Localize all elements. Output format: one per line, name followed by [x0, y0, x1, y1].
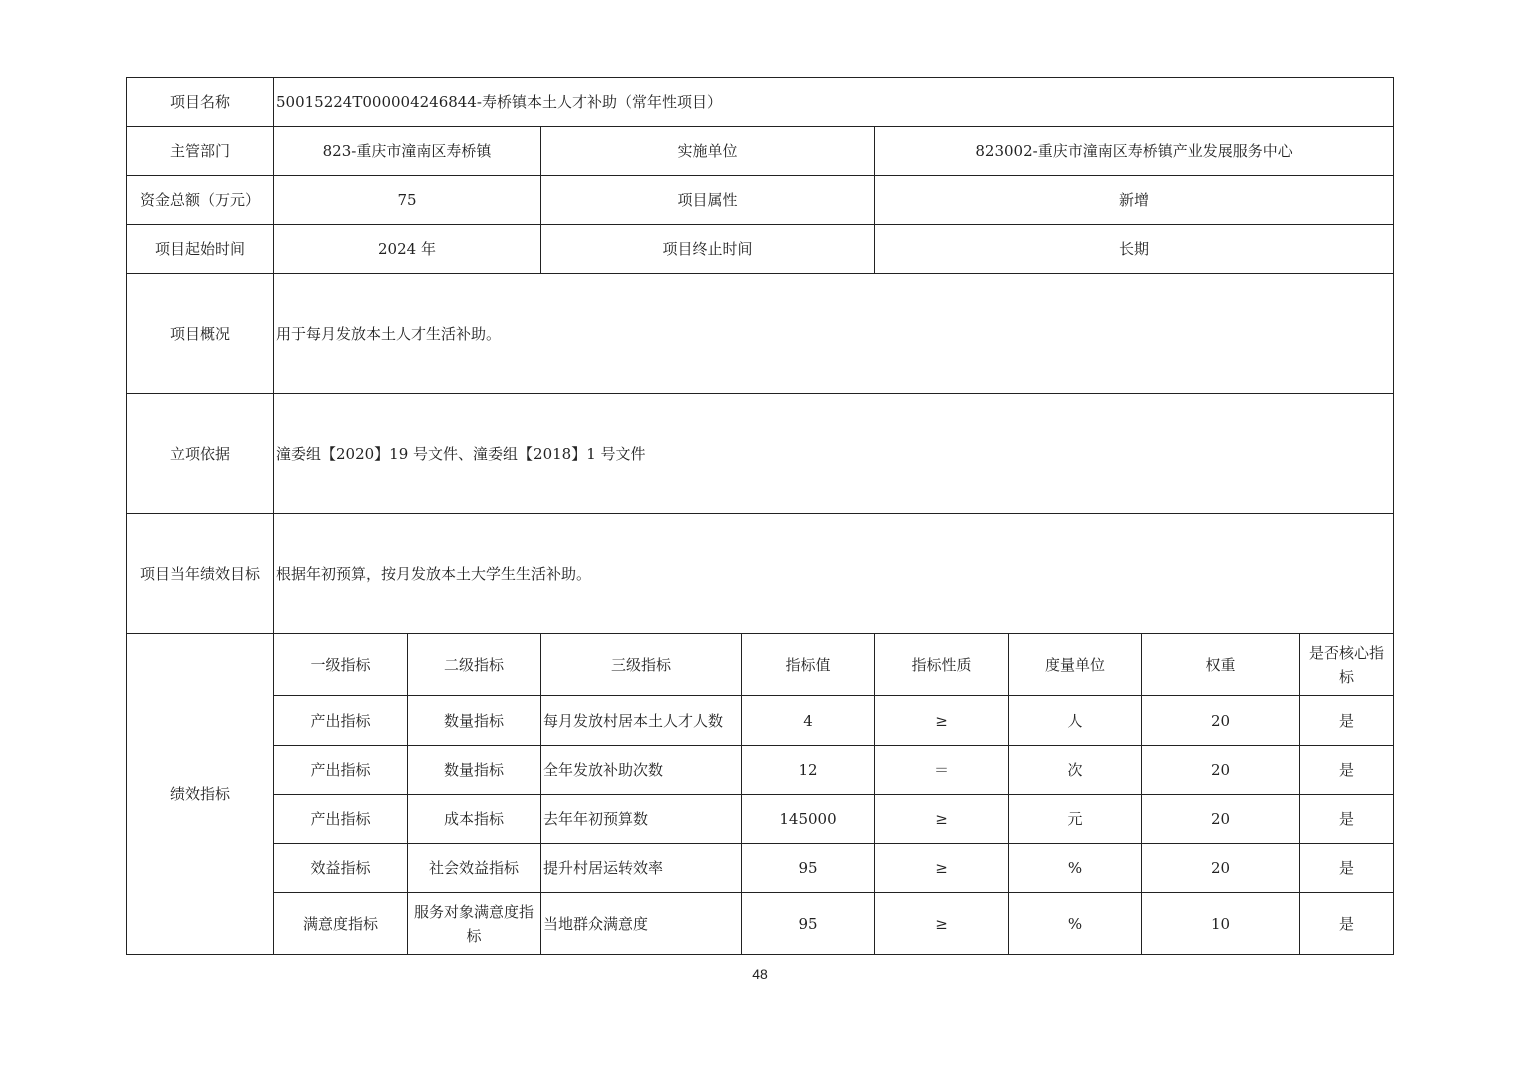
core-cell: 是: [1300, 893, 1394, 955]
header-unit: 度量单位: [1009, 634, 1142, 696]
goal-label: 项目当年绩效目标: [127, 514, 274, 634]
weight-cell: 20: [1142, 795, 1300, 844]
nature-cell: ≥: [875, 844, 1009, 893]
start-time-value: 2024 年: [274, 225, 541, 274]
value-cell: 95: [742, 893, 875, 955]
value-cell: 95: [742, 844, 875, 893]
unit-cell: 人: [1009, 696, 1142, 746]
level1-cell: 产出指标: [274, 696, 408, 746]
indicator-header-row: [127, 634, 1394, 696]
value-cell: 12: [742, 746, 875, 795]
period-row: [127, 225, 1394, 274]
level2-cell: 数量指标: [408, 746, 541, 795]
implementing-unit-value: 823002-重庆市潼南区寿桥镇产业发展服务中心: [875, 127, 1394, 176]
header-level2: 二级指标: [408, 634, 541, 696]
core-cell: 是: [1300, 696, 1394, 746]
header-core: 是否核心指标: [1300, 634, 1394, 696]
level2-cell: 数量指标: [408, 696, 541, 746]
header-value: 指标值: [742, 634, 875, 696]
nature-cell: ≥: [875, 795, 1009, 844]
level2-cell: 社会效益指标: [408, 844, 541, 893]
value-cell: 4: [742, 696, 875, 746]
level1-cell: 产出指标: [274, 746, 408, 795]
unit-cell: 次: [1009, 746, 1142, 795]
project-name-value: 50015224T000004246844-寿桥镇本土人才补助（常年性项目）: [274, 78, 1394, 127]
department-row: [127, 127, 1394, 176]
basis-value: 潼委组【2020】19 号文件、潼委组【2018】1 号文件: [274, 394, 1394, 514]
level1-cell: 满意度指标: [274, 893, 408, 955]
fund-total-label: 资金总额（万元）: [127, 176, 274, 225]
overview-row: [127, 274, 1394, 394]
basis-row: [127, 394, 1394, 514]
project-name-label: 项目名称: [127, 78, 274, 127]
value-cell: 145000: [742, 795, 875, 844]
header-weight: 权重: [1142, 634, 1300, 696]
end-time-label: 项目终止时间: [541, 225, 875, 274]
header-nature: 指标性质: [875, 634, 1009, 696]
weight-cell: 20: [1142, 746, 1300, 795]
level3-cell: 提升村居运转效率: [541, 844, 742, 893]
level1-cell: 效益指标: [274, 844, 408, 893]
weight-cell: 20: [1142, 696, 1300, 746]
project-attribute-value: 新增: [875, 176, 1394, 225]
core-cell: 是: [1300, 844, 1394, 893]
overview-value: 用于每月发放本土人才生活补助。: [274, 274, 1394, 394]
table-row: [127, 893, 1394, 955]
level3-cell: 去年年初预算数: [541, 795, 742, 844]
basis-label: 立项依据: [127, 394, 274, 514]
core-cell: 是: [1300, 746, 1394, 795]
nature-cell: ≥: [875, 893, 1009, 955]
start-time-label: 项目起始时间: [127, 225, 274, 274]
nature-cell: ≥: [875, 696, 1009, 746]
level3-cell: 每月发放村居本土人才人数: [541, 696, 742, 746]
level3-cell: 当地群众满意度: [541, 893, 742, 955]
level2-cell: 服务对象满意度指标: [408, 893, 541, 955]
project-name-row: [127, 78, 1394, 127]
end-time-value: 长期: [875, 225, 1394, 274]
core-cell: 是: [1300, 795, 1394, 844]
unit-cell: %: [1009, 893, 1142, 955]
fund-total-value: 75: [274, 176, 541, 225]
nature-cell: ＝: [875, 746, 1009, 795]
overview-label: 项目概况: [127, 274, 274, 394]
goal-value: 根据年初预算，按月发放本土大学生生活补助。: [274, 514, 1394, 634]
performance-indicators-label: 绩效指标: [127, 634, 274, 955]
level3-cell: 全年发放补助次数: [541, 746, 742, 795]
level2-cell: 成本指标: [408, 795, 541, 844]
unit-cell: 元: [1009, 795, 1142, 844]
project-attribute-label: 项目属性: [541, 176, 875, 225]
table-row: [127, 844, 1394, 893]
page-number: 48: [752, 966, 768, 982]
level1-cell: 产出指标: [274, 795, 408, 844]
table-row: [127, 795, 1394, 844]
table-row: [127, 696, 1394, 746]
fund-row: [127, 176, 1394, 225]
table-row: [127, 746, 1394, 795]
implementing-unit-label: 实施单位: [541, 127, 875, 176]
unit-cell: %: [1009, 844, 1142, 893]
goal-row: [127, 514, 1394, 634]
department-label: 主管部门: [127, 127, 274, 176]
weight-cell: 10: [1142, 893, 1300, 955]
project-performance-table: [126, 77, 1394, 955]
header-level1: 一级指标: [274, 634, 408, 696]
weight-cell: 20: [1142, 844, 1300, 893]
header-level3: 三级指标: [541, 634, 742, 696]
department-value: 823-重庆市潼南区寿桥镇: [274, 127, 541, 176]
